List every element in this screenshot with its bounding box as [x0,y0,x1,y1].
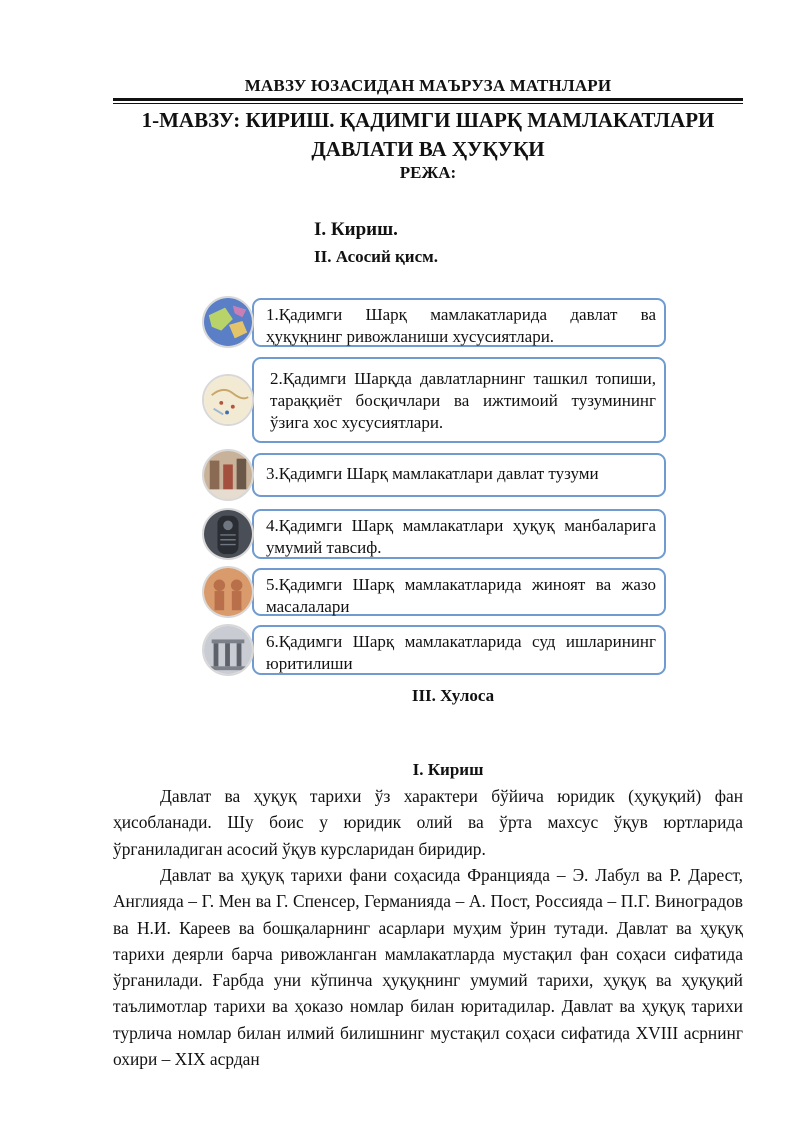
paragraph-text: Давлат ва ҳуқуқ тарихи ўз характери бўйича юридик (ҳуқуқий) фан ҳисобланади. Шу боис у юридик олий ва ўрта махсус ўқув юртларида ўрганиладиган асосий ўқув курсларидан биридир. [113,786,743,859]
ancient-map-icon [202,374,254,426]
topic-title-line2: ДАВЛАТИ ВА ҲУҚУҚИ [311,137,545,161]
world-map-icon [202,296,254,348]
topic-title [113,106,743,164]
plan-item [200,625,670,675]
plan-label: РЕЖА: [399,163,457,182]
body-paragraph-1 [113,783,743,862]
code-stele-icon [202,508,254,560]
outline-intro: I. Кириш. [314,219,398,240]
plan-item-text: 5.Қадимги Шарқ мамлакатларида жиноят ва жазо масалалари [252,568,666,616]
plan-item [200,453,670,497]
plan-item-text: 3.Қадимги Шарқ мамлакатлари давлат тузуми [252,453,666,497]
plan-item [200,357,670,443]
outline-main-part: II. Асосий қисм. [314,247,438,266]
header-rule-thick [113,98,743,101]
plan-item-text: 1.Қадимги Шарқ мамлакатларида давлат ва ҳуқуқнинг ривожланиши хусусиятлари. [252,298,666,347]
topic-title-line1: 1-МАВЗУ: КИРИШ. ҚАДИМГИ ШАРҚ МАМЛАКАТЛАРИ [141,108,715,132]
section-heading [113,760,743,780]
plan-item [200,509,670,559]
body-paragraph-2 [113,862,743,1072]
relief-figures-icon [202,566,254,618]
plan-item-text: 6.Қадимги Шарқ мамлакатларида суд ишларининг юритилиши [252,625,666,675]
outline-conclusion [113,686,743,706]
paragraph-text: Давлат ва ҳуқуқ тарихи фани соҳасида Францияда – Э. Лабул ва Р. Дарест, Англияда – Г. Мен ва Г. Спенсер, Германияда – А. Пост, Россияда – П.Г. Виноградов ва Н.И. Кареев ва бошқаларнинг асарлари муҳим ўрин тутади. Давлат ва ҳуқуқ тарихи деярли барча ривожланган мамлакатларда мустақил фан соҳаси сифатида ўрганилади. Ғарбда уни кўпинча ҳуқуқнинг умумий тарихи, ҳуқуқ ва ҳуқуқий таълимотлар тарихи ва ҳоказо номлар билан юритадилар. Давлат ва ҳуқуқ тарихи турлича номлар билан илмий билишнинг мустақил соҳаси сифатида XVIII асрнинг охири – XIX асрдан [113,865,743,1070]
running-header: МАВЗУ ЮЗАСИДАН МАЪРУЗА МАТНЛАРИ [244,76,612,95]
temple-columns-icon [202,624,254,676]
plan-item-text: 2.Қадимги Шарқда давлатларнинг ташкил топиши, тараққиёт босқичлари ва ижтимоий тузумининг ўзига хос хусусиятлари. [252,357,666,443]
section-heading-text: I. Кириш [412,760,484,779]
header-rule-thin [113,103,743,104]
outline-conclusion-text: III. Хулоса [411,686,495,705]
plan-item [200,568,670,616]
plan-item-text: 4.Қадимги Шарқ мамлакатлари ҳуқуқ манбаларига умумий тавсиф. [252,509,666,559]
plan-item [200,298,670,347]
palace-relief-icon [202,449,254,501]
